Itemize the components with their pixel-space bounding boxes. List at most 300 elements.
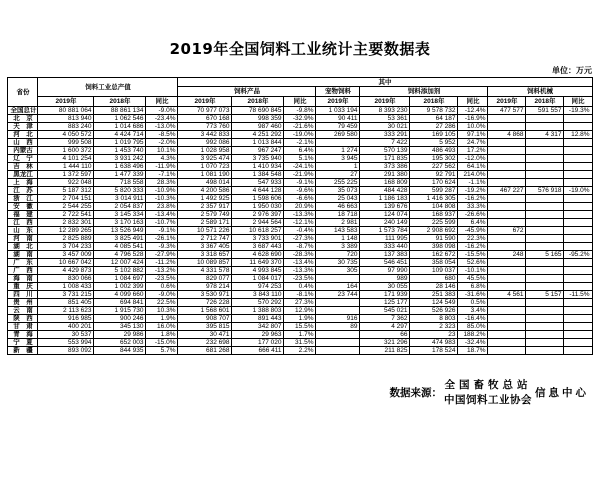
value-cell: 4 297 — [360, 323, 410, 331]
value-cell: 5 187 312 — [38, 187, 94, 195]
value-cell: 773 760 — [178, 123, 232, 131]
value-cell: 400 201 — [38, 323, 94, 331]
value-cell: 23.8% — [146, 203, 178, 211]
value-cell: -9.3% — [146, 243, 178, 251]
value-cell: 1 186 183 — [360, 195, 410, 203]
value-cell: 883 240 — [38, 123, 94, 131]
value-cell: 1 600 372 — [38, 147, 94, 155]
value-cell: 227 562 — [410, 163, 458, 171]
table-row — [8, 123, 592, 131]
value-cell: 7 422 — [360, 139, 410, 147]
value-cell: -19.2% — [458, 187, 488, 195]
province-cell: 青 海 — [8, 331, 38, 339]
value-cell: -16.4% — [458, 315, 488, 323]
value-cell — [526, 139, 564, 147]
value-cell — [316, 331, 360, 339]
value-cell — [488, 331, 526, 339]
value-cell — [564, 347, 592, 355]
value-cell: 31.5% — [284, 339, 316, 347]
value-cell: 30 537 — [38, 331, 94, 339]
value-cell: 726 228 — [178, 299, 232, 307]
value-cell: -23.5% — [284, 275, 316, 283]
value-cell: 85.0% — [458, 323, 488, 331]
value-cell: 251 383 — [410, 291, 458, 299]
value-cell: 1 573 784 — [360, 227, 410, 235]
value-cell: 1 084 697 — [94, 275, 146, 283]
value-cell: 999 508 — [38, 139, 94, 147]
value-cell: 3 014 911 — [94, 195, 146, 203]
value-cell: 3 704 233 — [38, 243, 94, 251]
value-cell: 680 — [410, 275, 458, 283]
value-cell: 1 148 — [316, 235, 360, 243]
value-cell: 225 599 — [410, 219, 458, 227]
value-cell: 342 807 — [232, 323, 284, 331]
value-cell: 4 628 690 — [232, 251, 284, 259]
value-cell: 291 380 — [360, 171, 410, 179]
value-cell: 321 296 — [360, 339, 410, 347]
value-cell: -26.6% — [458, 211, 488, 219]
table-row — [8, 115, 592, 123]
value-cell: 5 952 — [410, 139, 458, 147]
value-cell — [488, 299, 526, 307]
province-cell: 甘 肃 — [8, 323, 38, 331]
value-cell — [526, 147, 564, 155]
value-cell: 92 791 — [410, 171, 458, 179]
value-cell: 2 054 837 — [94, 203, 146, 211]
value-cell: 967 247 — [232, 147, 284, 155]
value-cell: 124 549 — [410, 299, 458, 307]
value-cell: 168 809 — [360, 179, 410, 187]
value-cell: 104 808 — [410, 203, 458, 211]
value-cell: -13.0% — [146, 123, 178, 131]
value-cell — [526, 259, 564, 267]
value-cell: 171 835 — [360, 155, 410, 163]
value-cell: -16.9% — [458, 115, 488, 123]
table-row — [8, 211, 592, 219]
province-cell: 广 西 — [8, 267, 38, 275]
value-cell: 576 918 — [526, 187, 564, 195]
value-cell: 545 021 — [360, 307, 410, 315]
value-cell: 52.6% — [458, 259, 488, 267]
value-cell: 1.9% — [146, 315, 178, 323]
value-cell — [564, 171, 592, 179]
value-cell — [488, 219, 526, 227]
value-cell: 3 367 405 — [178, 243, 232, 251]
value-cell: 168 937 — [410, 211, 458, 219]
value-cell: 3 530 971 — [178, 291, 232, 299]
value-cell: -16.2% — [458, 243, 488, 251]
value-cell: 97 990 — [360, 267, 410, 275]
value-cell: 681 268 — [178, 347, 232, 355]
value-cell: 23 — [410, 331, 458, 339]
value-cell: 547 933 — [232, 179, 284, 187]
table-row — [8, 155, 592, 163]
value-cell: 4 993 845 — [232, 267, 284, 275]
value-cell — [526, 235, 564, 243]
value-cell: 64.1% — [458, 163, 488, 171]
value-cell: -9.6% — [284, 187, 316, 195]
value-cell: 5 165 — [526, 251, 564, 259]
value-cell: 570 139 — [360, 147, 410, 155]
value-cell: 232 698 — [178, 339, 232, 347]
value-cell: 3 945 — [316, 155, 360, 163]
value-cell: -10.7% — [146, 219, 178, 227]
value-cell — [488, 139, 526, 147]
value-cell: 66 — [360, 331, 410, 339]
table-row — [8, 339, 592, 347]
value-cell: -12.4% — [458, 107, 488, 115]
table-row — [8, 147, 592, 155]
province-cell: 广 东 — [8, 259, 38, 267]
value-cell — [564, 339, 592, 347]
value-cell: 4 101 254 — [38, 155, 94, 163]
value-cell: 1 492 925 — [178, 195, 232, 203]
value-cell: 3 170 163 — [94, 219, 146, 227]
value-cell — [488, 259, 526, 267]
value-cell: -15.0% — [146, 339, 178, 347]
value-cell: 694 841 — [94, 299, 146, 307]
value-cell: 5.7% — [146, 347, 178, 355]
value-cell — [488, 203, 526, 211]
value-cell: -13.4% — [284, 259, 316, 267]
value-cell: 0.6% — [146, 283, 178, 291]
value-cell: 30 471 — [178, 331, 232, 339]
source-organizations — [444, 377, 532, 407]
value-cell: 20.9% — [284, 203, 316, 211]
value-cell: 2 704 151 — [38, 195, 94, 203]
value-cell: 1 388 803 — [232, 307, 284, 315]
value-cell: 10.3% — [146, 307, 178, 315]
value-cell: -13.3% — [284, 267, 316, 275]
value-cell: 2 589 171 — [178, 219, 232, 227]
value-cell — [564, 163, 592, 171]
value-cell: 1 070 723 — [178, 163, 232, 171]
value-cell: -23.4% — [146, 115, 178, 123]
table-row — [8, 331, 592, 339]
value-cell: 2 981 — [316, 219, 360, 227]
value-cell: 2 323 — [410, 323, 458, 331]
value-cell: 1 598 606 — [232, 195, 284, 203]
value-cell: 3 925 474 — [178, 155, 232, 163]
table-row — [8, 171, 592, 179]
value-cell: 143 583 — [316, 227, 360, 235]
value-cell — [564, 179, 592, 187]
value-cell: 28 146 — [410, 283, 458, 291]
col-header-year-2018: 2018年 — [232, 97, 284, 107]
province-cell: 河 北 — [8, 131, 38, 139]
col-header-total-output: 饲料工业总产值 — [38, 78, 178, 97]
value-cell: 1 019 795 — [94, 139, 146, 147]
value-cell: 15.5% — [284, 323, 316, 331]
value-cell: 124 074 — [360, 211, 410, 219]
value-cell: 2 357 917 — [178, 203, 232, 211]
value-cell: 4 099 660 — [94, 291, 146, 299]
value-cell — [564, 139, 592, 147]
value-cell: 2 712 747 — [178, 235, 232, 243]
value-cell: 2 544 255 — [38, 203, 94, 211]
value-cell: 4 868 — [488, 131, 526, 139]
value-cell: -32.4% — [458, 339, 488, 347]
value-cell: 11 649 370 — [232, 259, 284, 267]
value-cell: 570 292 — [232, 299, 284, 307]
value-cell: 30 055 — [360, 283, 410, 291]
value-cell: 395 815 — [178, 323, 232, 331]
value-cell: 195 302 — [410, 155, 458, 163]
value-cell: 672 — [488, 227, 526, 235]
col-header-yoy: 同比 — [284, 97, 316, 107]
value-cell — [488, 307, 526, 315]
table-row — [8, 347, 592, 355]
value-cell: 4 317 — [526, 131, 564, 139]
value-cell: 27.3% — [284, 299, 316, 307]
col-header-year-2018: 2018年 — [410, 97, 458, 107]
value-cell: 498 014 — [178, 179, 232, 187]
value-cell: 170 624 — [410, 179, 458, 187]
value-cell: -28.3% — [284, 251, 316, 259]
value-cell: 1 002 399 — [94, 283, 146, 291]
value-cell: 12 289 265 — [38, 227, 94, 235]
province-cell: 山 东 — [8, 227, 38, 235]
value-cell — [564, 115, 592, 123]
value-cell: 333 291 — [360, 131, 410, 139]
value-cell: -2.1% — [284, 139, 316, 147]
value-cell — [564, 211, 592, 219]
province-cell: 全国总计 — [8, 107, 38, 115]
value-cell: 16.0% — [146, 323, 178, 331]
value-cell: 171 939 — [360, 291, 410, 299]
value-cell — [564, 155, 592, 163]
value-cell: 97.1% — [458, 131, 488, 139]
value-cell — [488, 323, 526, 331]
value-cell: 1 — [316, 163, 360, 171]
table-row — [8, 195, 592, 203]
statistics-table — [7, 77, 592, 355]
value-cell: 188.2% — [458, 331, 488, 339]
value-cell — [564, 123, 592, 131]
value-cell: 214.0% — [458, 171, 488, 179]
value-cell: 10.0% — [458, 123, 488, 131]
value-cell: 8 803 — [410, 315, 458, 323]
col-header-year-2019: 2019年 — [488, 97, 526, 107]
table-row — [8, 267, 592, 275]
value-cell: 9 578 732 — [410, 107, 458, 115]
source-label: 数据来源： — [389, 386, 442, 399]
value-cell — [488, 179, 526, 187]
value-cell: 3 843 110 — [232, 291, 284, 299]
table-row — [8, 251, 592, 259]
value-cell — [564, 267, 592, 275]
value-cell: 553 994 — [38, 339, 94, 347]
value-cell: 3 687 443 — [232, 243, 284, 251]
value-cell — [526, 163, 564, 171]
province-cell: 云 南 — [8, 307, 38, 315]
value-cell — [564, 219, 592, 227]
value-cell: 720 — [316, 251, 360, 259]
value-cell: 10.1% — [146, 147, 178, 155]
value-cell: 70 977 073 — [178, 107, 232, 115]
value-cell: 1 033 194 — [316, 107, 360, 115]
value-cell: -13.2% — [146, 267, 178, 275]
value-cell — [316, 299, 360, 307]
table-row — [8, 275, 592, 283]
province-cell: 重 庆 — [8, 283, 38, 291]
value-cell: -19.0% — [284, 131, 316, 139]
table-row — [8, 187, 592, 195]
province-cell: 湖 南 — [8, 251, 38, 259]
col-header-among-which: 其中 — [178, 78, 592, 87]
value-cell: 922 048 — [38, 179, 94, 187]
value-cell — [526, 323, 564, 331]
value-cell: -11.9% — [146, 163, 178, 171]
value-cell — [526, 219, 564, 227]
value-cell: -19.3% — [564, 107, 592, 115]
value-cell: 10 618 257 — [232, 227, 284, 235]
col-header-year-2019: 2019年 — [178, 97, 232, 107]
value-cell: 162 672 — [410, 251, 458, 259]
province-cell: 北 京 — [8, 115, 38, 123]
value-cell: 177 020 — [232, 339, 284, 347]
value-cell: 345 130 — [94, 323, 146, 331]
page-title: 2019年全国饲料工业统计主要数据表 — [169, 40, 431, 58]
value-cell: 987 460 — [232, 123, 284, 131]
value-cell: -12.1% — [284, 219, 316, 227]
table-row — [8, 131, 592, 139]
value-cell — [526, 307, 564, 315]
value-cell: -15.5% — [458, 251, 488, 259]
value-cell — [564, 307, 592, 315]
value-cell — [564, 227, 592, 235]
value-cell: 17.2% — [458, 147, 488, 155]
value-cell — [526, 227, 564, 235]
value-cell: 45.5% — [458, 275, 488, 283]
value-cell: 7 362 — [360, 315, 410, 323]
value-cell: 829 077 — [178, 275, 232, 283]
value-cell: -10.9% — [146, 187, 178, 195]
value-cell: 269 580 — [316, 131, 360, 139]
value-cell — [526, 203, 564, 211]
value-cell: 3 442 833 — [178, 131, 232, 139]
value-cell: 2 113 623 — [38, 307, 94, 315]
province-cell: 湖 北 — [8, 243, 38, 251]
value-cell: -9.1% — [284, 179, 316, 187]
value-cell: 240 149 — [360, 219, 410, 227]
value-cell: 27 — [316, 171, 360, 179]
value-cell: 1 410 934 — [232, 163, 284, 171]
value-cell: 137 383 — [360, 251, 410, 259]
col-header-feed-additive: 饲料添加剂 — [360, 87, 488, 97]
value-cell: 5 820 333 — [94, 187, 146, 195]
value-cell: 3 733 901 — [232, 235, 284, 243]
table-row — [8, 307, 592, 315]
value-cell: -12.0% — [458, 155, 488, 163]
value-cell: 89 — [316, 323, 360, 331]
value-cell: 1 477 339 — [94, 171, 146, 179]
value-cell: 891 443 — [232, 315, 284, 323]
col-header-feed-product: 饲料产品 — [178, 87, 316, 97]
value-cell: 46 663 — [316, 203, 360, 211]
value-cell: -27.9% — [146, 251, 178, 259]
value-cell: 1.9% — [284, 315, 316, 323]
value-cell — [526, 171, 564, 179]
value-cell: 24.7% — [458, 139, 488, 147]
value-cell: 1 008 433 — [38, 283, 94, 291]
value-cell: -16.2% — [458, 195, 488, 203]
value-cell: 18.7% — [458, 347, 488, 355]
table-body — [8, 107, 592, 355]
province-cell: 河 南 — [8, 235, 38, 243]
value-cell: 4 424 714 — [94, 131, 146, 139]
value-cell: 33.3% — [458, 203, 488, 211]
value-cell: -23.5% — [146, 275, 178, 283]
value-cell — [564, 147, 592, 155]
value-cell: -31.6% — [458, 291, 488, 299]
province-cell: 宁 夏 — [8, 339, 38, 347]
value-cell — [564, 323, 592, 331]
col-header-yoy: 同比 — [146, 97, 178, 107]
value-cell: 474 983 — [410, 339, 458, 347]
value-cell: 1 568 601 — [178, 307, 232, 315]
value-cell: 4.3% — [146, 155, 178, 163]
value-cell — [526, 315, 564, 323]
value-cell: 1 950 030 — [232, 203, 284, 211]
value-cell: 5 157 — [526, 291, 564, 299]
value-cell: 80 881 064 — [38, 107, 94, 115]
value-cell: 12.8% — [564, 131, 592, 139]
value-cell: 989 — [360, 275, 410, 283]
value-cell: 1 062 546 — [94, 115, 146, 123]
value-cell: 526 926 — [410, 307, 458, 315]
value-cell — [564, 299, 592, 307]
value-cell: -11.5% — [564, 291, 592, 299]
value-cell — [488, 315, 526, 323]
value-cell: 111 995 — [360, 235, 410, 243]
value-cell: 10 571 226 — [178, 227, 232, 235]
value-cell — [488, 115, 526, 123]
value-cell: 670 168 — [178, 115, 232, 123]
value-cell: 29 986 — [94, 331, 146, 339]
province-cell: 天 津 — [8, 123, 38, 131]
value-cell: 29 963 — [232, 331, 284, 339]
value-cell: 978 214 — [178, 283, 232, 291]
province-cell: 内蒙古 — [8, 147, 38, 155]
value-cell: -9.0% — [146, 291, 178, 299]
value-cell: 1 014 686 — [94, 123, 146, 131]
table-row — [8, 203, 592, 211]
table-row — [8, 139, 592, 147]
value-cell: -9.0% — [146, 107, 178, 115]
value-cell: -2.0% — [146, 139, 178, 147]
value-cell: 211 825 — [360, 347, 410, 355]
value-cell — [526, 211, 564, 219]
col-header-year-2019: 2019年 — [38, 97, 94, 107]
value-cell: -26.1% — [146, 235, 178, 243]
value-cell: 1 274 — [316, 147, 360, 155]
value-cell: -24.1% — [284, 163, 316, 171]
value-cell: 6.4% — [284, 147, 316, 155]
value-cell: 3 145 334 — [94, 211, 146, 219]
value-cell: 4 085 541 — [94, 243, 146, 251]
value-cell: 916 985 — [38, 315, 94, 323]
province-cell: 江 西 — [8, 219, 38, 227]
value-cell: 4 644 128 — [232, 187, 284, 195]
value-cell: 90 411 — [316, 115, 360, 123]
value-cell — [488, 171, 526, 179]
value-cell: 5.1% — [284, 155, 316, 163]
value-cell: 4 331 578 — [178, 267, 232, 275]
value-cell: 4 429 873 — [38, 267, 94, 275]
value-cell: 64 187 — [410, 115, 458, 123]
value-cell: 91 590 — [410, 235, 458, 243]
